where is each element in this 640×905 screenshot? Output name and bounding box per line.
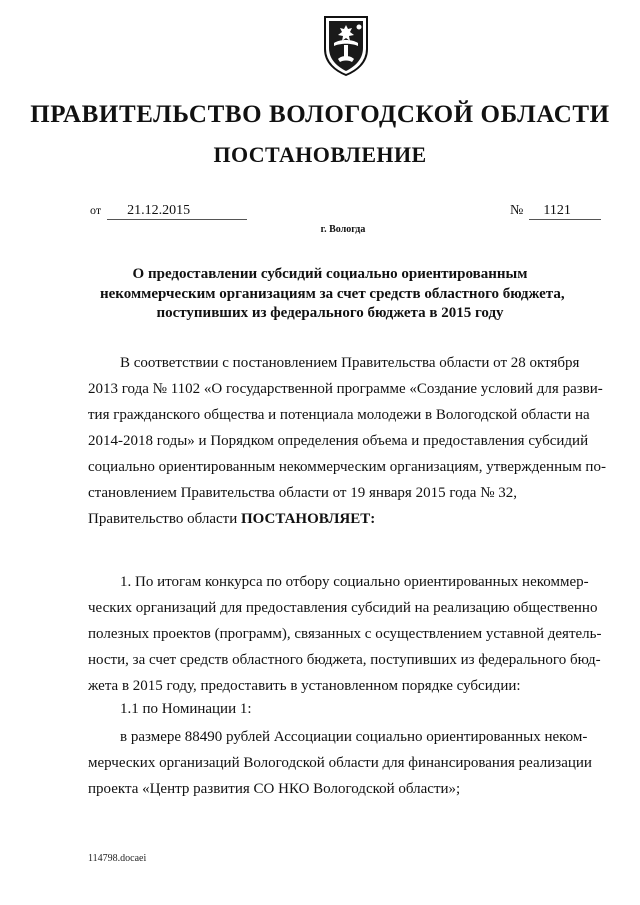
- text-line: 1. По итогам конкурса по отбору социально ориентированных некоммер-: [120, 574, 589, 590]
- text-line: полезных проектов (программ), связанных с осуществлением уставной деятель-: [88, 626, 602, 642]
- title-line: О предоставлении субсидий социально ориентированным: [132, 266, 528, 282]
- government-name: ПРАВИТЕЛЬСТВО ВОЛОГОДСКОЙ ОБЛАСТИ: [30, 101, 610, 128]
- clause-1-1-heading: [88, 696, 562, 722]
- clause-1: [88, 569, 602, 699]
- text-line: 2013 года № 1102 «О государственной программе «Создание условий для разви-: [88, 381, 603, 397]
- text-line: В соответствии с постановлением Правительства области от 28 октября: [120, 355, 580, 371]
- preamble: [88, 350, 606, 532]
- number-field: [510, 203, 601, 220]
- text-line: становлением Правительства области от 19 января 2015 года № 32,: [88, 485, 518, 501]
- text-line: ческих организаций для предоставления субсидий на реализацию общественно: [88, 600, 598, 616]
- document-title: [100, 265, 565, 324]
- date-value: 21.12.2015: [107, 203, 247, 220]
- clause-1-1-body: [88, 724, 592, 802]
- text-line: 1.1 по Номинации 1:: [120, 701, 252, 717]
- date-label: от: [90, 203, 102, 217]
- text-line: мерческих организаций Вологодской области для финансирования реализации: [88, 755, 592, 771]
- number-label: №: [510, 203, 524, 218]
- text-line: ности, за счет средств областного бюджета, поступивших из федерального бюд-: [88, 652, 601, 668]
- file-reference: 114798.docaei: [88, 853, 147, 864]
- resolves-keyword: ПОСТАНОВЛЯЕТ:: [240, 511, 376, 527]
- text-line: в размере 88490 рублей Ассоциации социально ориентированных неком-: [120, 729, 588, 745]
- number-value: 1121: [529, 203, 601, 220]
- text-line: проекта «Центр развития СО НКО Вологодской области»;: [88, 781, 461, 797]
- coat-of-arms-icon: [322, 15, 370, 77]
- title-line: поступивших из федерального бюджета в 2015 году: [156, 305, 504, 321]
- resolves-prefix: Правительство области: [88, 511, 241, 527]
- city-name: г. Вологда: [320, 224, 366, 235]
- resolves-line: [88, 506, 562, 532]
- text-line: жета в 2015 году, предоставить в установленном порядке субсидии:: [88, 678, 521, 694]
- text-line: 2014-2018 годы» и Порядком определения объема и предоставления субсидий: [88, 433, 589, 449]
- title-line: некоммерческим организациям за счет средств областного бюджета,: [100, 285, 565, 302]
- text-line: социально ориентированным некоммерческим организациям, утвержденным по-: [88, 459, 606, 475]
- date-field: [90, 203, 247, 220]
- document-type: ПОСТАНОВЛЕНИЕ: [213, 142, 427, 167]
- text-line: тия гражданского общества и потенциала молодежи в Вологодской области на: [88, 407, 590, 423]
